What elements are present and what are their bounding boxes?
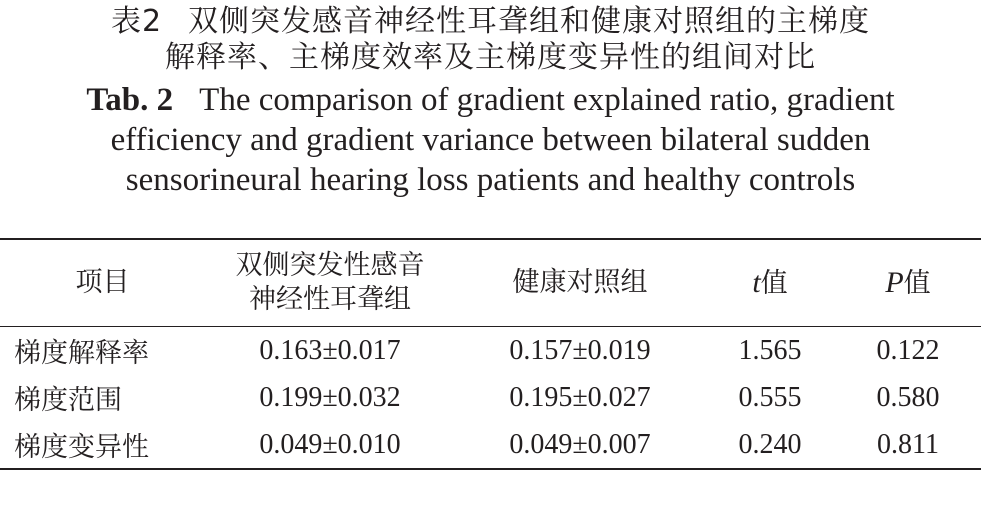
english-title (0, 80, 981, 200)
chinese-title-text: 双侧突发感音神经性耳聋组和健康对照组的主梯度 (188, 4, 871, 39)
english-title-line-2: efficiency and gradient variance between bilateral sudden (110, 122, 871, 158)
header-healthy-control-group: 健康对照组 (512, 267, 648, 298)
row-item: 梯度解释率 (14, 338, 149, 369)
row-control-value: 0.049±0.007 (509, 428, 651, 460)
t-suffix: 值 (760, 267, 788, 299)
row-bssnhl-value: 0.049±0.010 (259, 428, 401, 460)
header-item: 项目 (75, 267, 130, 298)
header-p-value (835, 239, 981, 327)
english-table-label: Tab. 2 (86, 82, 174, 118)
header-bssnhl-group (205, 239, 455, 327)
table-header-row (0, 239, 981, 327)
header-t-value (705, 239, 835, 327)
row-item: 梯度变异性 (14, 432, 149, 463)
english-title-line-1 (0, 80, 981, 120)
row-t-value: 1.565 (738, 334, 802, 366)
table-row (0, 374, 981, 421)
table-row (0, 327, 981, 375)
row-bssnhl-value: 0.163±0.017 (259, 334, 401, 366)
table-caption (0, 4, 981, 200)
header-bssnhl-line-2: 神经性耳聋组 (249, 284, 411, 315)
row-t-value: 0.555 (738, 381, 802, 413)
p-symbol: P (885, 265, 904, 299)
chinese-title-line-1 (0, 4, 981, 40)
english-title-text: The comparison of gradient explained ratio, gradient (199, 82, 895, 118)
row-control-value: 0.157±0.019 (509, 334, 651, 366)
row-control-value: 0.195±0.027 (509, 381, 651, 413)
row-p-value: 0.580 (876, 381, 940, 413)
row-t-value: 0.240 (738, 428, 802, 460)
row-p-value: 0.811 (877, 428, 939, 460)
english-title-line-3: sensorineural hearing loss patients and healthy controls (125, 162, 856, 198)
header-bssnhl-line-1: 双侧突发性感音 (235, 250, 425, 281)
row-item: 梯度范围 (14, 385, 122, 416)
chinese-title-line-2: 解释率、主梯度效率及主梯度变异性的组间对比 (165, 40, 816, 75)
t-symbol: t (752, 265, 761, 299)
row-p-value: 0.122 (876, 334, 940, 366)
comparison-table (0, 238, 981, 470)
table-row (0, 421, 981, 469)
chinese-table-label: 表2 (110, 4, 163, 39)
p-suffix: 值 (903, 267, 931, 299)
row-bssnhl-value: 0.199±0.032 (259, 381, 401, 413)
